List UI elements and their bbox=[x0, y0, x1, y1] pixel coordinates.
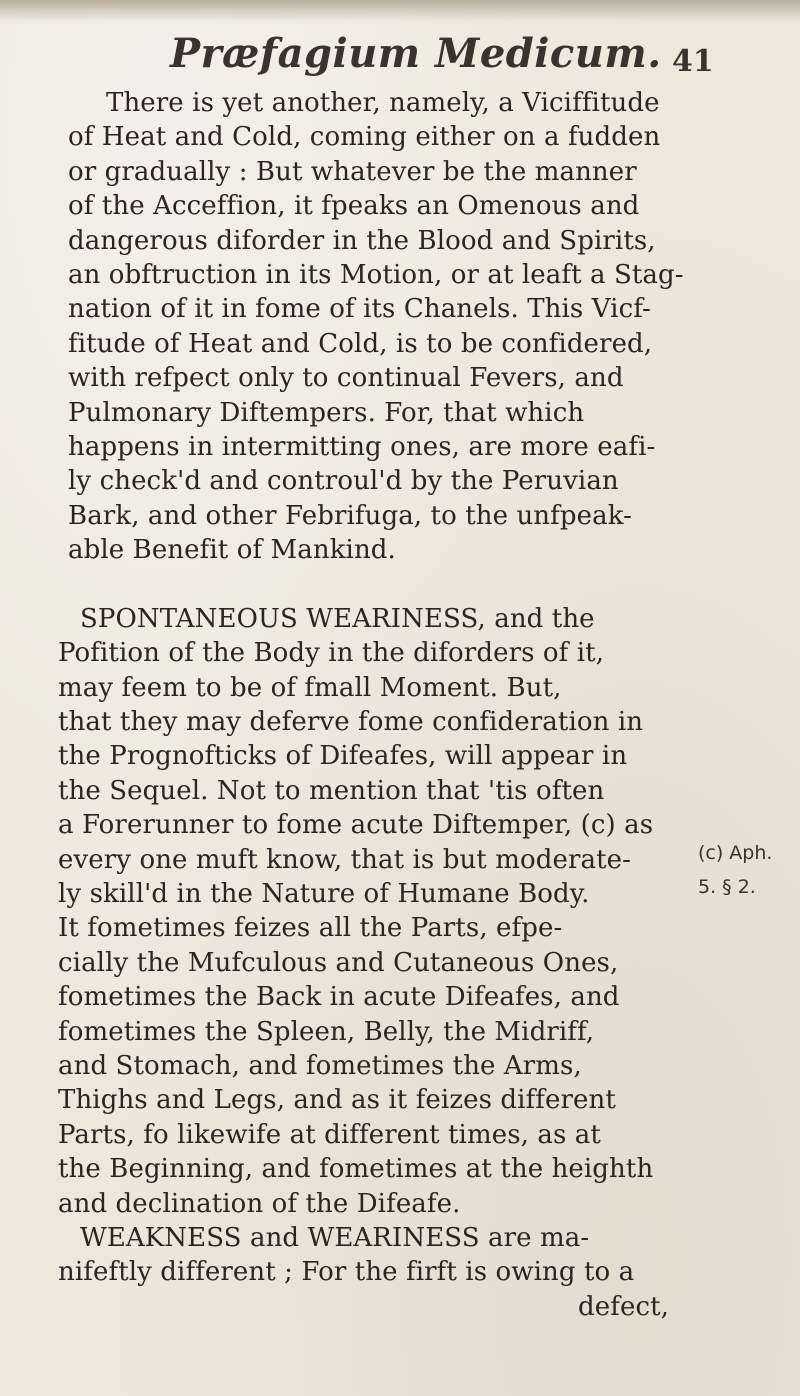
catchword: defect, bbox=[578, 1291, 670, 1322]
text-line: fometimes the Back in acute Difeafes, and bbox=[58, 982, 620, 1013]
text-line: an obftruction in its Motion, or at leaft a Stag- bbox=[68, 259, 684, 290]
text-line: ly skill'd in the Nature of Humane Body. bbox=[58, 878, 590, 909]
text-line: WEAKNESS and WEARINESS are ma- bbox=[80, 1222, 590, 1253]
text-line: fometimes the Spleen, Belly, the Midriff, bbox=[58, 1016, 595, 1047]
page-number: 41 bbox=[672, 44, 714, 79]
text-line: or gradually : But whatever be the manner bbox=[68, 156, 637, 187]
text-line: nifeftly different ; For the firft is owing to a bbox=[58, 1257, 635, 1288]
body-text bbox=[58, 86, 698, 1324]
text-line: the Sequel. Not to mention that 'tis often bbox=[58, 775, 605, 806]
text-line: SPONTANEOUS WEARINESS, and the bbox=[80, 603, 595, 634]
text-line: There is yet another, namely, a Viciffitude bbox=[106, 88, 660, 118]
text-line: every one muft know, that is but moderate- bbox=[58, 844, 632, 875]
margin-note-reference: (c) Aph. bbox=[698, 842, 773, 864]
text-line: Pulmonary Diftempers. For, that which bbox=[68, 397, 585, 428]
margin-note-reference: 5. § 2. bbox=[698, 876, 756, 898]
text-line: Parts, fo likewife at different times, as at bbox=[58, 1119, 601, 1150]
text-line: It fometimes feizes all the Parts, efpe- bbox=[58, 913, 563, 944]
page-top-edge bbox=[0, 0, 800, 22]
text-line: happens in intermitting ones, are more eafi- bbox=[68, 431, 656, 462]
text-line: and Stomach, and fometimes the Arms, bbox=[58, 1050, 582, 1081]
paragraph-gap bbox=[58, 567, 698, 601]
text-line: with refpect only to continual Fevers, and bbox=[68, 363, 624, 394]
text-line: of Heat and Cold, coming either on a fudden bbox=[68, 122, 661, 153]
text-line: Thighs and Legs, and as it feizes different bbox=[58, 1085, 616, 1116]
text-line: ly check'd and controul'd by the Peruvian bbox=[68, 466, 619, 497]
text-line: the Prognofticks of Difeafes, will appear in bbox=[58, 741, 628, 772]
text-line: may feem to be of fmall Moment. But, bbox=[58, 672, 562, 703]
text-line: nation of it in fome of its Chanels. This Vicf- bbox=[68, 294, 651, 325]
text-line: fitude of Heat and Cold, is to be confidered, bbox=[68, 328, 653, 359]
text-line: Pofition of the Body in the diforders of it, bbox=[58, 638, 605, 669]
running-head: Præfagium Medicum. bbox=[170, 30, 662, 77]
text-line: the Beginning, and fometimes at the heighth bbox=[58, 1154, 654, 1185]
text-line: able Benefit of Mankind. bbox=[68, 535, 396, 566]
text-line: cially the Mufculous and Cutaneous Ones, bbox=[58, 947, 619, 978]
text-line: that they may deferve fome confideration in bbox=[58, 707, 644, 738]
text-line: Bark, and other Febrifuga, to the unfpeak- bbox=[68, 500, 632, 531]
text-line: and declination of the Difeafe. bbox=[58, 1188, 461, 1219]
text-line: a Forerunner to fome acute Diftemper, (c) as bbox=[58, 810, 654, 841]
text-line: of the Acceffion, it fpeaks an Omenous and bbox=[68, 191, 640, 222]
text-line: dangerous diforder in the Blood and Spirits, bbox=[68, 225, 656, 256]
